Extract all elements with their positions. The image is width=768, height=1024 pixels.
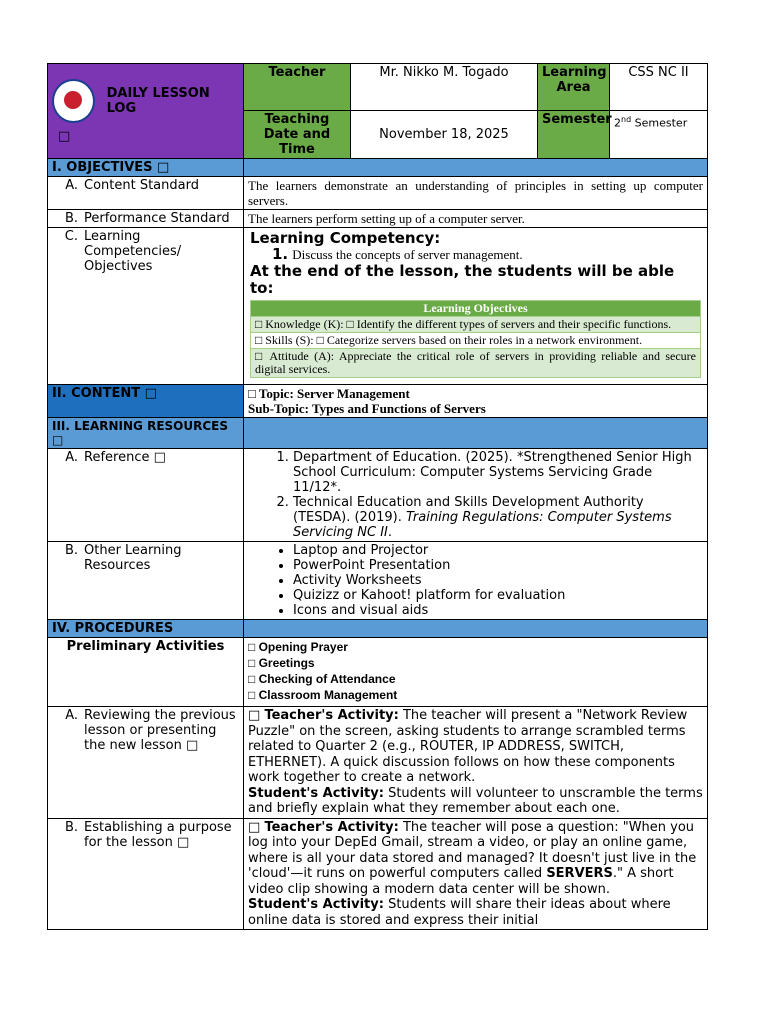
reviewing-letter: A. [65, 708, 78, 723]
learning-objectives-table [250, 300, 701, 378]
competencies-letter: C. [64, 229, 78, 244]
teacher-value: Mr. Nikko M. Togado [351, 64, 538, 111]
performance-standard-label: Performance Standard [84, 211, 230, 226]
competency-title: Learning Competency: [250, 229, 441, 247]
reviewing-student-label: Student's Activity: [248, 785, 384, 801]
date-label: Teaching Date and Time [244, 111, 351, 159]
reference-2-end: . [387, 525, 393, 540]
content-heading: II. CONTENT □ [48, 385, 244, 418]
header-title: DAILY LESSON LOG [106, 85, 210, 116]
objectives-heading-fill [244, 159, 708, 177]
content-cell [244, 385, 708, 418]
competency-text: Discuss the concepts of server management. [292, 247, 523, 262]
other-resources-cell [244, 542, 708, 620]
competencies-cell [244, 228, 708, 385]
semester-sup: nd [621, 115, 632, 124]
reference-item: 1. Department of Education. (2025). *Strengthened Senior High School Curriculum: Computer Systems Servicing Grade 11/12*. [293, 450, 703, 495]
lesson-log-table [47, 63, 708, 930]
competency-num: 1. [272, 245, 289, 263]
reference-list [248, 450, 703, 540]
purpose-letter: B. [64, 819, 78, 835]
list-item: • PowerPoint Presentation [293, 558, 703, 573]
purpose-teacher-bold: SERVERS [546, 866, 613, 881]
knowledge-objective: □ Knowledge (K): □ Identify the different types of servers and their specific functions. [251, 317, 701, 333]
other-resources-letter: B. [64, 543, 78, 558]
preliminary-label: Preliminary Activities [48, 638, 244, 707]
reference-letter: A. [65, 450, 78, 465]
reference-2-text: Technical Education and Skills Development Authority (TESDA). (2019). [293, 495, 644, 525]
reviewing-label: Reviewing the previous lesson or presenting the new lesson □ [84, 708, 236, 753]
procedures-heading-fill [244, 620, 708, 638]
reference-2-title: Training Regulations: Computer Systems Servicing NC II [293, 510, 672, 540]
content-standard-label-cell [48, 177, 244, 210]
header-title-cell [48, 64, 244, 159]
checking-attendance: □ Checking of Attendance [248, 672, 396, 686]
reviewing-teacher-activity [248, 708, 703, 786]
end-of-lesson-title: At the end of the lesson, the students will be able to: [250, 262, 675, 297]
other-resources-list [248, 543, 703, 618]
competencies-label-cell [48, 228, 244, 385]
objectives-heading: I. OBJECTIVES □ [48, 159, 244, 177]
procedures-heading: IV. PROCEDURES [48, 620, 244, 638]
reference-cell [244, 449, 708, 542]
competency-item [250, 247, 701, 263]
other-resources-label: Other Learning Resources [84, 543, 182, 573]
reference-label-cell [48, 449, 244, 542]
list-item: • Icons and visual aids [293, 603, 703, 618]
list-item: • Activity Worksheets [293, 573, 703, 588]
learning-area-label: Learning Area [538, 64, 610, 111]
deped-seal-icon [52, 79, 95, 123]
purpose-label: Establishing a purpose for the lesson □ [84, 819, 232, 850]
reviewing-cell [244, 707, 708, 819]
purpose-student-activity [248, 897, 703, 928]
performance-standard-label-cell [48, 210, 244, 228]
learning-objectives-header: Learning Objectives [251, 301, 701, 317]
resources-heading-fill [244, 418, 708, 449]
header-title-icon: □ [58, 128, 71, 144]
content-standard-letter: A. [65, 178, 78, 193]
semester-num: 2 [614, 116, 621, 130]
reviewing-label-cell [48, 707, 244, 819]
greetings: □ Greetings [248, 656, 315, 670]
reference-label: Reference □ [84, 450, 166, 465]
attitude-objective: □ Attitude (A): Appreciate the critical role of servers in providing reliable and secure digital services. [251, 349, 701, 378]
semester-value [610, 111, 708, 159]
purpose-label-cell [48, 818, 244, 930]
purpose-teacher-activity [248, 820, 703, 898]
performance-standard-letter: B. [64, 211, 78, 226]
reviewing-student-text: Students will volunteer to unscramble the terms and briefly explain what they remember about each one. [248, 785, 703, 816]
reviewing-teacher-label: Teacher's Activity: [264, 708, 399, 723]
opening-prayer: □ Opening Prayer [248, 640, 348, 654]
purpose-student-label: Student's Activity: [248, 897, 384, 912]
semester-word: Semester [634, 116, 688, 130]
performance-standard-text: The learners perform setting up of a computer server. [244, 210, 708, 228]
classroom-management: □ Classroom Management [248, 688, 398, 702]
competencies-label: Learning Competencies/ Objectives [84, 229, 182, 274]
list-item: • Quizizz or Kahoot! platform for evaluation [293, 588, 703, 603]
reference-item [293, 495, 703, 540]
content-subtopic: Sub-Topic: Types and Functions of Servers [248, 401, 486, 416]
resources-heading: III. LEARNING RESOURCES □ [48, 418, 244, 449]
list-item: • Laptop and Projector [293, 543, 703, 558]
other-resources-label-cell [48, 542, 244, 620]
learning-area-value: CSS NC II [610, 64, 708, 111]
purpose-teacher-icon: □ [248, 819, 261, 835]
skills-objective: □ Skills (S): □ Categorize servers based on their roles in a network environment. [251, 333, 701, 349]
purpose-teacher-label: Teacher's Activity: [264, 819, 399, 835]
content-standard-text: The learners demonstrate an understanding of principles in setting up computer servers. [244, 177, 708, 210]
teacher-label: Teacher [244, 64, 351, 111]
content-standard-label: Content Standard [84, 178, 199, 193]
purpose-teacher-text-end: ." A short video clip showing a modern data center will be shown. [248, 866, 674, 897]
content-topic: □ Topic: Server Management [248, 386, 410, 401]
semester-label: Semester [538, 111, 610, 159]
reviewing-teacher-text: The teacher will present a "Network Review Puzzle" on the screen, asking students to arrange scrambled terms related to Quarter 2 (e.g., ROUTER, IP ADDRESS, SWITCH, ETHERNET). A quick discussion follows on how these components work together to create a network. [248, 708, 688, 785]
reviewing-student-activity [248, 786, 703, 817]
date-value: November 18, 2025 [351, 111, 538, 159]
reviewing-teacher-icon: □ [248, 708, 261, 723]
purpose-teacher-text: The teacher will pose a question: "When you log into your DepEd Gmail, stream a video, or play an online game, where is all your data stored and managed? It doesn't just live in the 'cloud'—it runs on powerful computers called [248, 819, 697, 881]
purpose-student-text: Students will share their ideas about where online data is stored and express their initial [248, 897, 671, 928]
purpose-cell [244, 818, 708, 930]
preliminary-cell [244, 638, 708, 707]
